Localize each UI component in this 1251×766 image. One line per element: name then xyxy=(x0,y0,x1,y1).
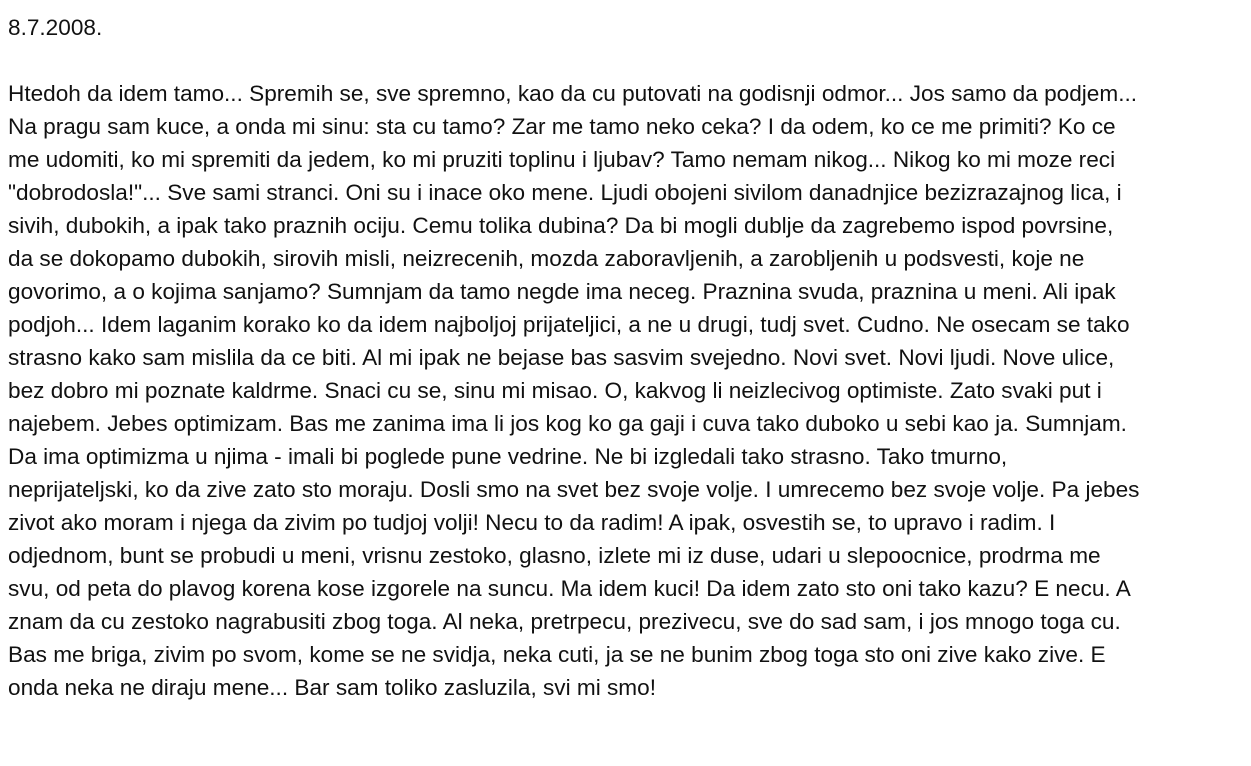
text-line: zivot ako moram i njega da zivim po tudjoj volji! Necu to da radim! A ipak, osvestih se, to upravo i radim. I xyxy=(8,510,1056,535)
text-line: govorimo, a o kojima sanjamo? Sumnjam da tamo negde ima neceg. Praznina svuda, praznina u meni. Ali ipak xyxy=(8,279,1116,304)
text-line: neprijateljski, ko da zive zato sto moraju. Dosli smo na svet bez svoje volje. I umrecemo bez svoje volje. Pa jebes xyxy=(8,477,1140,502)
text-line: Na pragu sam kuce, a onda mi sinu: sta cu tamo? Zar me tamo neko ceka? I da odem, ko ce me primiti? Ko ce xyxy=(8,114,1116,139)
text-line: najebem. Jebes optimizam. Bas me zanima ima li jos kog ko ga gaji i cuva tako duboko u sebi kao ja. Sumnjam. xyxy=(8,411,1127,436)
text-line: Htedoh da idem tamo... Spremih se, sve spremno, kao da cu putovati na godisnji odmor... Jos samo da podjem... xyxy=(8,81,1138,106)
text-line: svu, od peta do plavog korena kose izgorele na suncu. Ma idem kuci! Da idem zato sto oni tako kazu? E necu. A xyxy=(8,576,1131,601)
text-line: podjoh... Idem laganim korako ko da idem najboljoj prijateljici, a ne u drugi, tudj svet. Cudno. Ne osecam se tako xyxy=(8,312,1130,337)
entry-body xyxy=(8,77,1244,704)
text-line: Bas me briga, zivim po svom, kome se ne svidja, neka cuti, ja se ne bunim zbog toga sto oni zive kako zive. E xyxy=(8,642,1106,667)
text-line: strasno kako sam mislila da ce biti. Al mi ipak ne bejase bas sasvim svejedno. Novi svet. Novi ljudi. Nove ulice, xyxy=(8,345,1115,370)
text-line: odjednom, bunt se probudi u meni, vrisnu zestoko, glasno, izlete mi iz duse, udari u slepoocnice, prodrma me xyxy=(8,543,1101,568)
blank-line xyxy=(8,44,1244,77)
text-line: "dobrodosla!"... Sve sami stranci. Oni su i inace oko mene. Ljudi obojeni sivilom danadnjice bezizrazajnog lica, i xyxy=(8,180,1122,205)
text-line: onda neka ne diraju mene... Bar sam toliko zasluzila, svi mi smo! xyxy=(8,675,656,700)
text-line: bez dobro mi poznate kaldrme. Snaci cu se, sinu mi misao. O, kakvog li neizlecivog optimiste. Zato svaki put i xyxy=(8,378,1102,403)
entry-date: 8.7.2008. xyxy=(8,15,103,40)
text-line: znam da cu zestoko nagrabusiti zbog toga. Al neka, pretrpecu, prezivecu, sve do sad sam, i jos mnogo toga cu. xyxy=(8,609,1121,634)
text-line: Da ima optimizma u njima - imali bi poglede pune vedrine. Ne bi izgledali tako strasno. Tako tmurno, xyxy=(8,444,1008,469)
text-line: da se dokopamo dubokih, sirovih misli, neizrecenih, mozda zaboravljenih, a zarobljenih u podsvesti, koje ne xyxy=(8,246,1085,271)
text-line: me udomiti, ko mi spremiti da jedem, ko mi pruziti toplinu i ljubav? Tamo nemam nikog... Nikog ko mi moze reci xyxy=(8,147,1116,172)
text-line: sivih, dubokih, a ipak tako praznih ociju. Cemu tolika dubina? Da bi mogli dublje da zagrebemo ispod povrsine, xyxy=(8,213,1114,238)
document-page xyxy=(8,11,1244,704)
